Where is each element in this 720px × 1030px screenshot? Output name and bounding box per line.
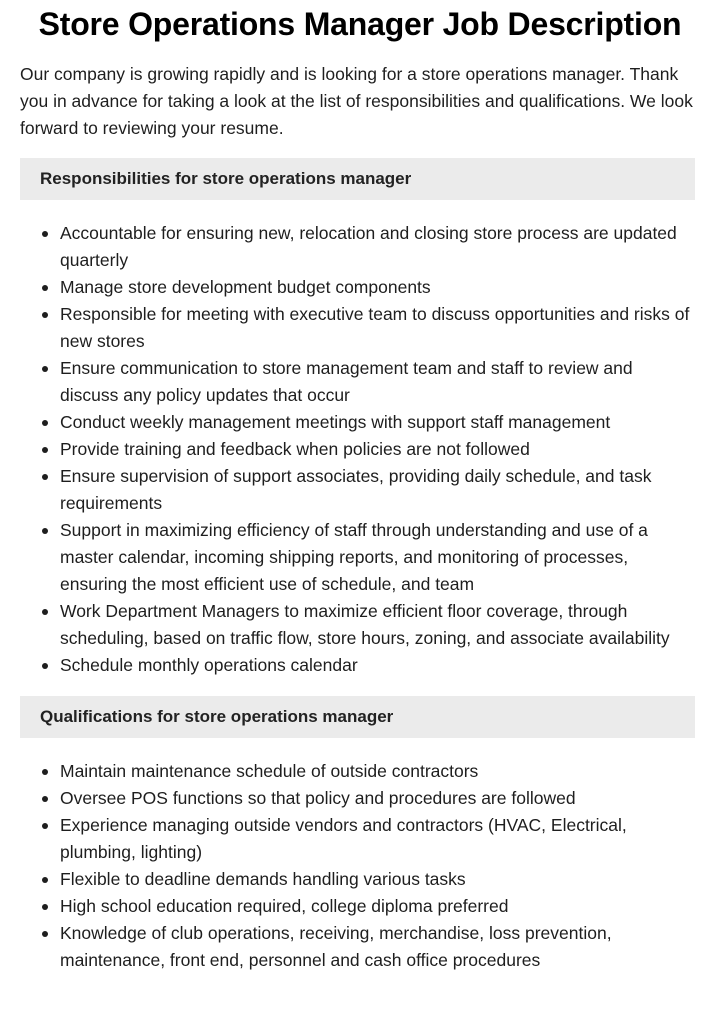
list-item-text: Ensure communication to store management team and staff to review and discuss any policy updates that occur [60, 358, 633, 405]
list-item-text: Experience managing outside vendors and contractors (HVAC, Electrical, plumbing, lighting) [60, 815, 627, 862]
list-item-text: Accountable for ensuring new, relocation and closing store process are updated quarterly [60, 223, 677, 270]
bullet-icon [42, 904, 48, 910]
bullet-icon [42, 285, 48, 291]
list-item [40, 409, 695, 436]
list-item-text: Responsible for meeting with executive team to discuss opportunities and risks of new stores [60, 304, 690, 351]
qualifications-header: Qualifications for store operations manager [20, 696, 695, 738]
list-item [40, 517, 695, 598]
list-item [40, 758, 695, 785]
list-item [40, 652, 695, 679]
bullet-icon [42, 931, 48, 937]
page-title: Store Operations Manager Job Description [38, 6, 682, 42]
list-item-text: Work Department Managers to maximize efficient floor coverage, through scheduling, based on traffic flow, store hours, zoning, and associate availability [60, 601, 670, 648]
list-item-text: Ensure supervision of support associates, providing daily schedule, and task requirements [60, 466, 652, 513]
list-item [40, 463, 695, 517]
bullet-icon [42, 312, 48, 318]
bullet-icon [42, 769, 48, 775]
list-item [40, 355, 695, 409]
list-item [40, 893, 695, 920]
bullet-icon [42, 528, 48, 534]
list-item [40, 920, 695, 974]
bullet-icon [42, 796, 48, 802]
list-item-text: Conduct weekly management meetings with support staff management [60, 412, 611, 432]
list-item [40, 866, 695, 893]
bullet-icon [42, 366, 48, 372]
list-item-text: Support in maximizing efficiency of staff through understanding and use of a master calendar, incoming shipping reports, and monitoring of processes, ensuring the most efficient use of schedule, and team [60, 520, 648, 594]
list-item-text: Knowledge of club operations, receiving, merchandise, loss prevention, maintenance, front end, personnel and cash office procedures [60, 923, 612, 970]
bullet-icon [42, 474, 48, 480]
bullet-icon [42, 420, 48, 426]
bullet-icon [42, 877, 48, 883]
responsibilities-list [40, 220, 695, 679]
intro-paragraph: Our company is growing rapidly and is looking for a store operations manager. Thank you in advance for taking a look at the list of responsibilities and qualifications. We look forward to reviewing your resume. [20, 64, 693, 138]
list-item-text: Manage store development budget components [60, 277, 431, 297]
list-item [40, 785, 695, 812]
list-item [40, 301, 695, 355]
list-item-text: Flexible to deadline demands handling various tasks [60, 869, 466, 889]
list-item [40, 812, 695, 866]
qualifications-list [40, 758, 695, 974]
bullet-icon [42, 663, 48, 669]
list-item-text: Schedule monthly operations calendar [60, 655, 358, 675]
responsibilities-header: Responsibilities for store operations manager [20, 158, 695, 200]
list-item [40, 220, 695, 274]
list-item-text: Maintain maintenance schedule of outside contractors [60, 761, 479, 781]
bullet-icon [42, 609, 48, 615]
bullet-icon [42, 823, 48, 829]
list-item [40, 274, 695, 301]
list-item [40, 598, 695, 652]
bullet-icon [42, 447, 48, 453]
list-item-text: Oversee POS functions so that policy and procedures are followed [60, 788, 576, 808]
list-item-text: Provide training and feedback when policies are not followed [60, 439, 530, 459]
bullet-icon [42, 231, 48, 237]
list-item-text: High school education required, college diploma preferred [60, 896, 509, 916]
list-item [40, 436, 695, 463]
